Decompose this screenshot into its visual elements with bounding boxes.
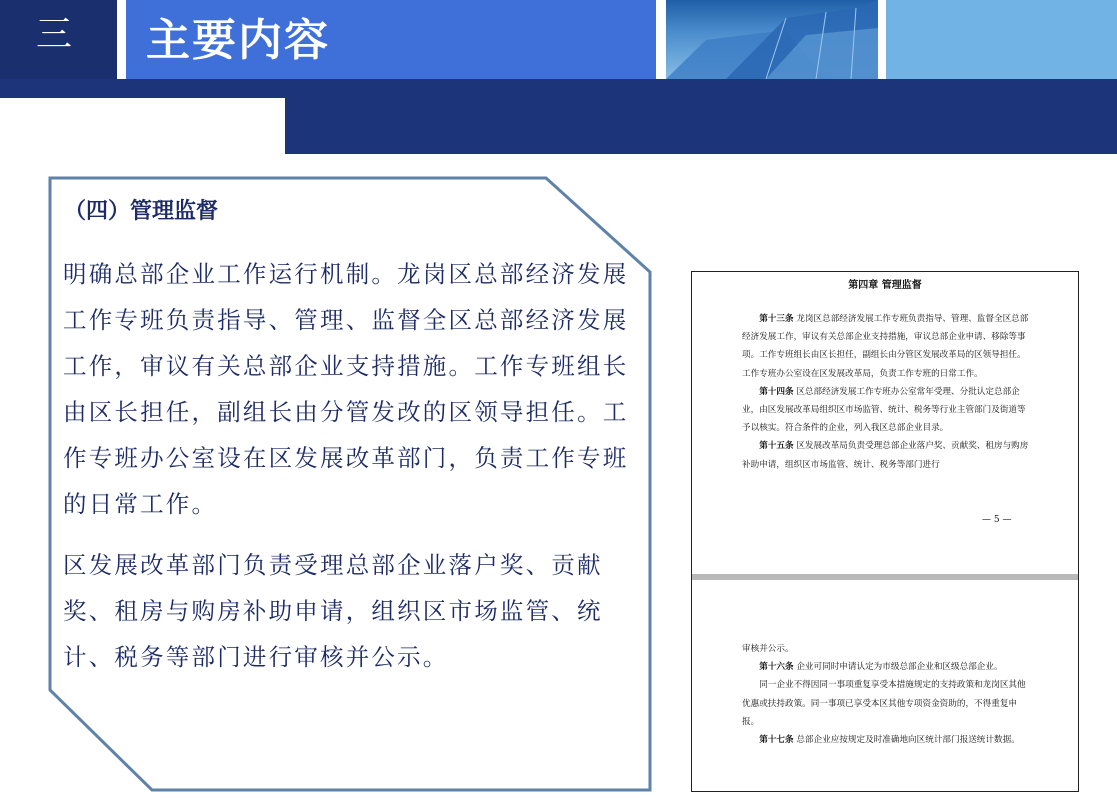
section-number: 三 [35, 14, 72, 55]
document-article [742, 640, 1034, 658]
document-article [742, 383, 1034, 438]
article-text: 企业可同时申请认定为市级总部企业和区级总部企业。 [796, 662, 1003, 673]
skyscraper-illustration [666, 0, 878, 79]
document-article [742, 731, 1034, 749]
article-text: 同一企业不得因同一事项重复享受本措施规定的支持政策和龙岗区其他优惠或扶持政策。同一事项已享受本区其他专项资金资助的，不得重复申报。 [742, 680, 1026, 727]
panel-paragraph-1: 明确总部企业工作运行机制。龙岗区总部经济发展工作专班负责指导、管理、监督全区总部经济发展工作，审议有关总部企业支持措施。工作专班组长由区长担任，副组长由分管发改的区领导担任。工作专班办公室设在区发展改革部门，负责工作专班的日常工作。 [63, 260, 629, 518]
article-label: 第十三条 [759, 314, 794, 324]
article-label: 第十六条 [759, 662, 794, 673]
header-skyscraper-image [666, 0, 878, 79]
article-label: 第十七条 [759, 735, 794, 746]
page-divider [692, 574, 1078, 580]
document-article [742, 310, 1034, 383]
document-page-2-text [742, 640, 1034, 749]
header-band-lower [285, 98, 1117, 154]
article-text: 区总部经济发展工作专班办公室常年受理、分批认定总部企业，由区发展改革局组织区市场监管、统计、税务等行业主管部门及街道等予以核实。符合条件的企业，列入我区总部企业目录。 [742, 386, 1026, 434]
page-title: 主要内容 [146, 15, 330, 66]
header-accent-block [886, 0, 1117, 79]
article-text: 区发展改革局负责受理总部企业落户奖、贡献奖、租房与购房补助申请，组织区市场监管、统计、税务等部门进行 [742, 441, 1029, 470]
section-heading: （四）管理监督 [64, 199, 219, 224]
document-article [742, 658, 1034, 676]
header-band [0, 79, 1117, 98]
header-title-box [126, 0, 656, 79]
document-page-1-text [742, 310, 1034, 474]
document-page-number: — 5 — [982, 515, 1012, 525]
article-label: 第十四条 [759, 386, 794, 397]
article-text: 总部企业应按规定及时准确地向区统计部门报送统计数据。 [796, 735, 1020, 746]
panel-paragraph-2: 区发展改革部门负责受理总部企业落户奖、贡献奖、租房与购房补助申请，组织区市场监管、统计、税务等部门进行审核并公示。 [63, 551, 603, 671]
article-label: 第十五条 [759, 441, 794, 452]
document-article [742, 676, 1034, 731]
article-text: 龙岗区总部经济发展工作专班负责指导、管理、监督全区总部经济发展工作，审议有关总部企业支持措施，审议总部企业申请、移除等事项。工作专班组长由区长担任，副组长由分管区发展改革局的区领导担任。工作专班办公室设在区发展改革局，负责工作专班的日常工作。 [742, 314, 1029, 379]
policy-document-excerpt [691, 271, 1079, 792]
section-number-box [0, 0, 117, 79]
document-article [742, 437, 1034, 473]
document-chapter-title: 第四章 管理监督 [848, 280, 922, 291]
header-gap [117, 0, 126, 79]
article-text: 审核并公示。 [742, 644, 794, 654]
